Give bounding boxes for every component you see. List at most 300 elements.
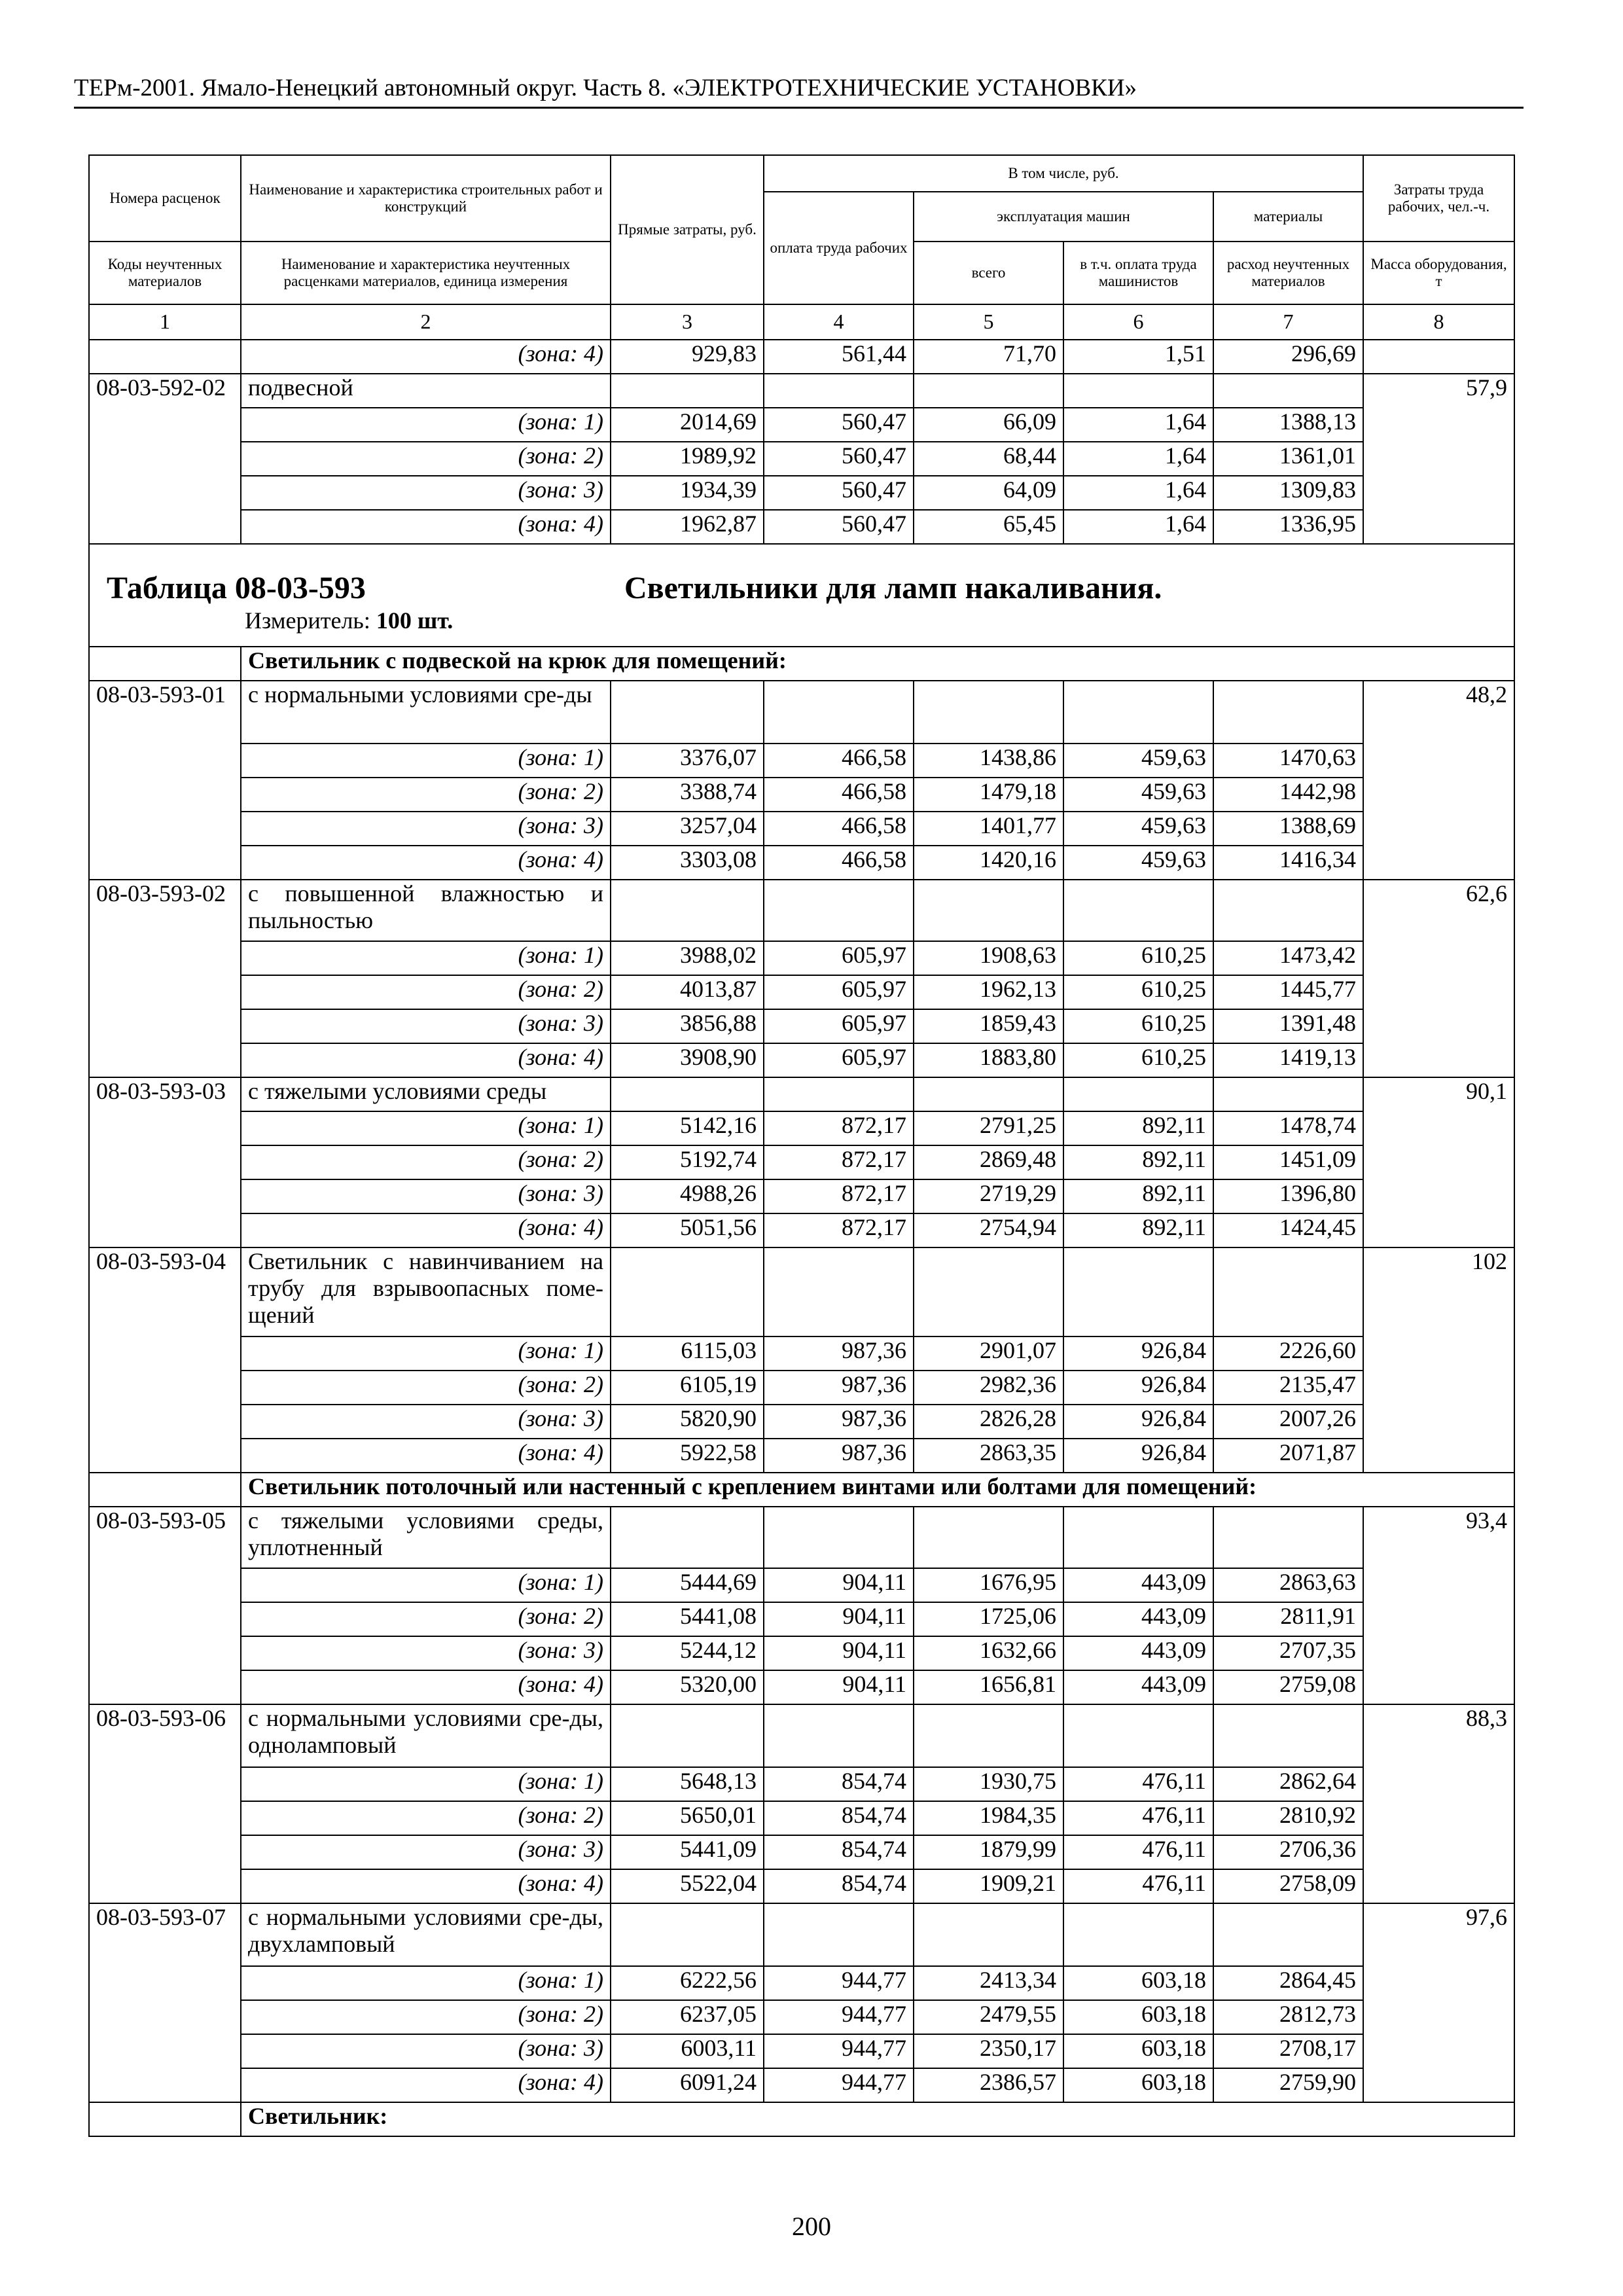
equipment-mass: 62,6: [1363, 880, 1514, 1077]
zone-row: [89, 1602, 1514, 1636]
empty-value-cell: [611, 1507, 764, 1568]
carry-over-row: [89, 340, 1514, 374]
wages-cell: 944,77: [764, 1966, 914, 2000]
machinists-wages-cell: 459,63: [1063, 744, 1213, 778]
rate-row: [89, 880, 1514, 941]
machinists-wages-cell: 1,64: [1063, 476, 1213, 510]
rate-row: [89, 374, 1514, 408]
empty-value-cell: [1213, 1507, 1363, 1568]
zone-row: [89, 1670, 1514, 1704]
machines-total-cell: 68,44: [914, 442, 1063, 476]
wages-cell: 466,58: [764, 846, 914, 880]
zone-label: (зона: 4): [241, 1043, 611, 1077]
zone-row: [89, 1405, 1514, 1439]
zone-row: [89, 812, 1514, 846]
direct-cost-cell: 3388,74: [611, 778, 764, 812]
materials-cell: 1424,45: [1213, 1213, 1363, 1247]
section-row: [89, 647, 1514, 681]
wages-cell: 605,97: [764, 941, 914, 975]
empty-value-cell: [1213, 374, 1363, 408]
materials-cell: 1442,98: [1213, 778, 1363, 812]
zone-label: (зона: 1): [241, 1111, 611, 1145]
zone-row: [89, 1145, 1514, 1179]
machines-total-cell: 1930,75: [914, 1767, 1063, 1801]
wages-cell: 872,17: [764, 1213, 914, 1247]
empty-value-cell: [1213, 681, 1363, 744]
empty-value-cell: [1063, 374, 1213, 408]
zone-row: [89, 1009, 1514, 1043]
zone-label: (зона: 2): [241, 1145, 611, 1179]
machines-total-cell: 1725,06: [914, 1602, 1063, 1636]
materials-cell: 2862,64: [1213, 1767, 1363, 1801]
wages-cell: 944,77: [764, 2068, 914, 2102]
machinists-wages-cell: 1,64: [1063, 408, 1213, 442]
zone-row: [89, 1568, 1514, 1602]
zone-label: (зона: 2): [241, 1602, 611, 1636]
col-number: 5: [914, 304, 1063, 340]
materials-cell: 2226,60: [1213, 1336, 1363, 1371]
table-number: Таблица 08-03-593: [107, 571, 366, 605]
rate-code: 08-03-593-03: [89, 1077, 241, 1247]
empty-value-cell: [764, 1903, 914, 1966]
zone-label: (зона: 2): [241, 2000, 611, 2034]
empty-mass-cell: [1363, 340, 1514, 374]
materials-cell: 1388,13: [1213, 408, 1363, 442]
zone-label: (зона: 3): [241, 812, 611, 846]
empty-value-cell: [764, 374, 914, 408]
col-machinists-header: в т.ч. оплата труда машинистов: [1063, 242, 1213, 304]
col-mass-header: Масса оборудования, т: [1363, 242, 1514, 304]
wages-cell: 872,17: [764, 1179, 914, 1213]
machinists-wages-cell: 459,63: [1063, 812, 1213, 846]
zone-label: (зона: 4): [241, 1439, 611, 1473]
empty-value-cell: [914, 1507, 1063, 1568]
materials-cell: 2811,91: [1213, 1602, 1363, 1636]
equipment-mass: 102: [1363, 1247, 1514, 1473]
col-number: 1: [89, 304, 241, 340]
zone-label: (зона: 3): [241, 2034, 611, 2068]
rate-row: [89, 1507, 1514, 1568]
section-heading: Светильник:: [241, 2102, 1514, 2136]
col-machines-header: эксплуатация машин: [914, 192, 1213, 242]
empty-value-cell: [1213, 1903, 1363, 1966]
zone-label: (зона: 4): [241, 1670, 611, 1704]
materials-cell: 2759,08: [1213, 1670, 1363, 1704]
running-header: ТЕРм-2001. Ямало-Ненецкий автономный округ. Часть 8. «ЭЛЕКТРОТЕХНИЧЕСКИЕ УСТАНОВКИ»: [74, 75, 1137, 101]
zone-row: [89, 1213, 1514, 1247]
col-materials-cons-header: расход неучтенных материалов: [1213, 242, 1363, 304]
materials-cell: 1309,83: [1213, 476, 1363, 510]
wages-cell: 560,47: [764, 408, 914, 442]
empty-value-cell: [914, 681, 1063, 744]
col-mat-codes-header: Коды неучтенных материалов: [89, 242, 241, 304]
direct-cost-cell: 5650,01: [611, 1801, 764, 1835]
direct-cost-cell: 5320,00: [611, 1670, 764, 1704]
rate-row: [89, 1247, 1514, 1336]
zone-label: (зона: 2): [241, 442, 611, 476]
rate-code: 08-03-593-05: [89, 1507, 241, 1704]
section-heading: Светильник с подвеской на крюк для помещений:: [241, 647, 1514, 681]
machinists-wages-cell: 610,25: [1063, 1043, 1213, 1077]
zone-row: [89, 2000, 1514, 2034]
materials-cell: 1391,48: [1213, 1009, 1363, 1043]
rate-row: [89, 1077, 1514, 1111]
empty-value-cell: [1213, 880, 1363, 941]
table-title: Светильники для ламп накаливания.: [624, 571, 1162, 605]
direct-cost-cell: 3376,07: [611, 744, 764, 778]
zone-label: (зона: 3): [241, 1405, 611, 1439]
table-title-line: [107, 571, 1507, 606]
machinists-wages-cell: 926,84: [1063, 1371, 1213, 1405]
materials-cell: 2812,73: [1213, 2000, 1363, 2034]
zone-label: (зона: 1): [241, 408, 611, 442]
direct-cost-cell: 6222,56: [611, 1966, 764, 2000]
machines-total-cell: 2479,55: [914, 2000, 1063, 2034]
direct-cost-cell: 6105,19: [611, 1371, 764, 1405]
zone-row: [89, 1111, 1514, 1145]
wages-cell: 854,74: [764, 1767, 914, 1801]
empty-value-cell: [1213, 1704, 1363, 1767]
wages-cell: 872,17: [764, 1111, 914, 1145]
machinists-wages-cell: 926,84: [1063, 1336, 1213, 1371]
zone-row: [89, 442, 1514, 476]
col-rate-no-header: Номера расценок: [89, 155, 241, 242]
machinists-wages-cell: 443,09: [1063, 1636, 1213, 1670]
rate-row: [89, 1903, 1514, 1966]
wages-cell: 561,44: [764, 340, 914, 374]
empty-value-cell: [611, 1704, 764, 1767]
page-number: 200: [792, 2212, 831, 2241]
zone-label: (зона: 3): [241, 476, 611, 510]
empty-value-cell: [1213, 1077, 1363, 1111]
direct-cost-cell: 3908,90: [611, 1043, 764, 1077]
empty-code-cell: [89, 340, 241, 374]
measure-label: Измеритель:: [245, 607, 376, 634]
zone-label: (зона: 3): [241, 1636, 611, 1670]
machinists-wages-cell: 926,84: [1063, 1405, 1213, 1439]
direct-cost-cell: 5820,90: [611, 1405, 764, 1439]
empty-value-cell: [764, 1077, 914, 1111]
empty-value-cell: [1063, 1903, 1213, 1966]
machinists-wages-cell: 459,63: [1063, 846, 1213, 880]
machinists-wages-cell: 459,63: [1063, 778, 1213, 812]
rate-name: подвесной: [241, 374, 611, 408]
direct-cost-cell: 5192,74: [611, 1145, 764, 1179]
materials-cell: 1388,69: [1213, 812, 1363, 846]
zone-label: (зона: 2): [241, 975, 611, 1009]
materials-cell: 2707,35: [1213, 1636, 1363, 1670]
machines-total-cell: 2826,28: [914, 1405, 1063, 1439]
machinists-wages-cell: 1,64: [1063, 510, 1213, 544]
equipment-mass: 90,1: [1363, 1077, 1514, 1247]
zone-row: [89, 1336, 1514, 1371]
wages-cell: 987,36: [764, 1405, 914, 1439]
empty-code-cell: [89, 647, 241, 681]
rate-code: 08-03-592-02: [89, 374, 241, 544]
col-wages-header: оплата труда рабочих: [764, 192, 914, 304]
materials-cell: 2007,26: [1213, 1405, 1363, 1439]
zone-label: (зона: 1): [241, 744, 611, 778]
machinists-wages-cell: 610,25: [1063, 1009, 1213, 1043]
wages-cell: 987,36: [764, 1336, 914, 1371]
materials-cell: 2708,17: [1213, 2034, 1363, 2068]
direct-cost-cell: 5051,56: [611, 1213, 764, 1247]
materials-cell: 2706,36: [1213, 1835, 1363, 1869]
rate-name: с нормальными условиями сре-ды, двухламповый: [241, 1903, 611, 1966]
col-machines-total-header: всего: [914, 242, 1063, 304]
zone-row: [89, 744, 1514, 778]
col-number: 7: [1213, 304, 1363, 340]
materials-cell: 1473,42: [1213, 941, 1363, 975]
col-incl-header: В том числе, руб.: [764, 155, 1363, 192]
machines-total-cell: 2754,94: [914, 1213, 1063, 1247]
direct-cost-cell: 4013,87: [611, 975, 764, 1009]
wages-cell: 904,11: [764, 1602, 914, 1636]
zone-label: (зона: 4): [241, 846, 611, 880]
materials-cell: 1416,34: [1213, 846, 1363, 880]
zone-label: (зона: 4): [241, 2068, 611, 2102]
wages-cell: 854,74: [764, 1869, 914, 1903]
table-measure: [107, 606, 1507, 635]
direct-cost-cell: 4988,26: [611, 1179, 764, 1213]
wages-cell: 560,47: [764, 510, 914, 544]
equipment-mass: 97,6: [1363, 1903, 1514, 2102]
direct-cost-cell: 3303,08: [611, 846, 764, 880]
zone-label: (зона: 1): [241, 941, 611, 975]
rate-code: 08-03-593-04: [89, 1247, 241, 1473]
zone-label: (зона: 2): [241, 778, 611, 812]
materials-cell: 296,69: [1213, 340, 1363, 374]
rate-name: с нормальными условиями сре-ды, одноламповый: [241, 1704, 611, 1767]
machines-total-cell: 2386,57: [914, 2068, 1063, 2102]
direct-cost-cell: 1962,87: [611, 510, 764, 544]
direct-cost-cell: 5522,04: [611, 1869, 764, 1903]
zone-label: (зона: 3): [241, 1835, 611, 1869]
empty-code-cell: [89, 2102, 241, 2136]
wages-cell: 944,77: [764, 2000, 914, 2034]
rate-code: 08-03-593-01: [89, 681, 241, 880]
machines-total-cell: 1479,18: [914, 778, 1063, 812]
zone-row: [89, 1869, 1514, 1903]
machines-total-cell: 1883,80: [914, 1043, 1063, 1077]
zone-row: [89, 2034, 1514, 2068]
zone-label: (зона: 4): [241, 340, 611, 374]
machines-total-cell: 2869,48: [914, 1145, 1063, 1179]
wages-cell: 904,11: [764, 1636, 914, 1670]
direct-cost-cell: 5142,16: [611, 1111, 764, 1145]
empty-value-cell: [764, 1507, 914, 1568]
rate-code: 08-03-593-06: [89, 1704, 241, 1903]
zone-label: (зона: 4): [241, 1869, 611, 1903]
section-row-last: [89, 2102, 1514, 2136]
rates-table: [88, 154, 1515, 2137]
machines-total-cell: 1632,66: [914, 1636, 1063, 1670]
materials-cell: 1336,95: [1213, 510, 1363, 544]
direct-cost-cell: 3856,88: [611, 1009, 764, 1043]
wages-cell: 605,97: [764, 1009, 914, 1043]
empty-value-cell: [914, 374, 1063, 408]
direct-cost-cell: 929,83: [611, 340, 764, 374]
zone-row: [89, 846, 1514, 880]
machines-total-cell: 1676,95: [914, 1568, 1063, 1602]
zone-row: [89, 1966, 1514, 2000]
direct-cost-cell: 5441,08: [611, 1602, 764, 1636]
machinists-wages-cell: 476,11: [1063, 1869, 1213, 1903]
equipment-mass: 48,2: [1363, 681, 1514, 880]
machines-total-cell: 1438,86: [914, 744, 1063, 778]
rate-row: [89, 1704, 1514, 1767]
wages-cell: 560,47: [764, 476, 914, 510]
wages-cell: 854,74: [764, 1801, 914, 1835]
empty-value-cell: [1063, 1704, 1213, 1767]
wages-cell: 987,36: [764, 1439, 914, 1473]
header-row-1: [89, 155, 1514, 192]
machinists-wages-cell: 603,18: [1063, 2068, 1213, 2102]
machines-total-cell: 66,09: [914, 408, 1063, 442]
zone-row: [89, 778, 1514, 812]
equipment-mass: 93,4: [1363, 1507, 1514, 1704]
direct-cost-cell: 5444,69: [611, 1568, 764, 1602]
empty-value-cell: [611, 374, 764, 408]
machines-total-cell: 1909,21: [914, 1869, 1063, 1903]
empty-value-cell: [1063, 880, 1213, 941]
zone-row: [89, 1835, 1514, 1869]
materials-cell: 1419,13: [1213, 1043, 1363, 1077]
zone-row: [89, 476, 1514, 510]
materials-cell: 2759,90: [1213, 2068, 1363, 2102]
table-title-row: [89, 544, 1514, 647]
rate-name: с тяжелыми условиями среды, уплотненный: [241, 1507, 611, 1568]
empty-value-cell: [914, 880, 1063, 941]
empty-value-cell: [914, 1247, 1063, 1336]
machines-total-cell: 2350,17: [914, 2034, 1063, 2068]
machines-total-cell: 1908,63: [914, 941, 1063, 975]
empty-value-cell: [764, 1247, 914, 1336]
empty-value-cell: [611, 1903, 764, 1966]
zone-label: (зона: 1): [241, 1336, 611, 1371]
zone-row: [89, 1439, 1514, 1473]
direct-cost-cell: 6091,24: [611, 2068, 764, 2102]
section-row: [89, 1473, 1514, 1507]
wages-cell: 904,11: [764, 1568, 914, 1602]
zone-row: [89, 1636, 1514, 1670]
direct-cost-cell: 5244,12: [611, 1636, 764, 1670]
direct-cost-cell: 6003,11: [611, 2034, 764, 2068]
materials-cell: 2810,92: [1213, 1801, 1363, 1835]
machines-total-cell: 1879,99: [914, 1835, 1063, 1869]
zone-label: (зона: 2): [241, 1801, 611, 1835]
zone-row: [89, 1801, 1514, 1835]
machinists-wages-cell: 1,64: [1063, 442, 1213, 476]
header-rule: [74, 107, 1524, 109]
wages-cell: 466,58: [764, 812, 914, 846]
section-heading: Светильник потолочный или настенный с креплением винтами или болтами для помещений:: [241, 1473, 1514, 1507]
col-materials-header: материалы: [1213, 192, 1363, 242]
wages-cell: 987,36: [764, 1371, 914, 1405]
zone-row: [89, 1179, 1514, 1213]
materials-cell: 2758,09: [1213, 1869, 1363, 1903]
machines-total-cell: 1420,16: [914, 846, 1063, 880]
zone-label: (зона: 4): [241, 510, 611, 544]
zone-row: [89, 1371, 1514, 1405]
direct-cost-cell: 5441,09: [611, 1835, 764, 1869]
direct-cost-cell: 2014,69: [611, 408, 764, 442]
machinists-wages-cell: 892,11: [1063, 1145, 1213, 1179]
rate-name: с повышенной влажностью и пыльностью: [241, 880, 611, 941]
rates-table-wrapper: [88, 154, 1514, 2137]
col-number: 2: [241, 304, 611, 340]
col-number: 4: [764, 304, 914, 340]
machines-total-cell: 1656,81: [914, 1670, 1063, 1704]
zone-label: (зона: 2): [241, 1371, 611, 1405]
direct-cost-cell: 1989,92: [611, 442, 764, 476]
machines-total-cell: 1962,13: [914, 975, 1063, 1009]
rate-name: Светильник с навинчиванием на трубу для взрывоопасных поме-щений: [241, 1247, 611, 1336]
wages-cell: 466,58: [764, 744, 914, 778]
measure-value: 100 шт.: [376, 607, 454, 634]
wages-cell: 872,17: [764, 1145, 914, 1179]
empty-value-cell: [1063, 1247, 1213, 1336]
empty-value-cell: [764, 1704, 914, 1767]
machinists-wages-cell: 443,09: [1063, 1602, 1213, 1636]
empty-value-cell: [611, 880, 764, 941]
machinists-wages-cell: 603,18: [1063, 1966, 1213, 2000]
wages-cell: 605,97: [764, 975, 914, 1009]
zone-row: [89, 510, 1514, 544]
machinists-wages-cell: 476,11: [1063, 1835, 1213, 1869]
empty-code-cell: [89, 1473, 241, 1507]
empty-value-cell: [1063, 1507, 1213, 1568]
machines-total-cell: 1984,35: [914, 1801, 1063, 1835]
machinists-wages-cell: 603,18: [1063, 2034, 1213, 2068]
machinists-wages-cell: 603,18: [1063, 2000, 1213, 2034]
materials-cell: 2864,45: [1213, 1966, 1363, 2000]
col-number: 6: [1063, 304, 1213, 340]
direct-cost-cell: 5648,13: [611, 1767, 764, 1801]
machines-total-cell: 1401,77: [914, 812, 1063, 846]
machinists-wages-cell: 443,09: [1063, 1568, 1213, 1602]
empty-value-cell: [914, 1077, 1063, 1111]
wages-cell: 466,58: [764, 778, 914, 812]
empty-value-cell: [611, 681, 764, 744]
machines-total-cell: 2791,25: [914, 1111, 1063, 1145]
direct-cost-cell: 6115,03: [611, 1336, 764, 1371]
machines-total-cell: 2901,07: [914, 1336, 1063, 1371]
empty-value-cell: [1063, 681, 1213, 744]
zone-label: (зона: 3): [241, 1179, 611, 1213]
wages-cell: 944,77: [764, 2034, 914, 2068]
wages-cell: 605,97: [764, 1043, 914, 1077]
rate-row: [89, 681, 1514, 744]
machines-total-cell: 2413,34: [914, 1966, 1063, 2000]
machinists-wages-cell: 892,11: [1063, 1213, 1213, 1247]
direct-cost-cell: 6237,05: [611, 2000, 764, 2034]
machinists-wages-cell: 610,25: [1063, 941, 1213, 975]
col-mat-names-header: Наименование и характеристика неучтенных расценками материалов, единица измерения: [241, 242, 611, 304]
empty-value-cell: [1213, 1247, 1363, 1336]
empty-value-cell: [914, 1903, 1063, 1966]
zone-row: [89, 408, 1514, 442]
empty-value-cell: [611, 1247, 764, 1336]
col-direct-header: Прямые затраты, руб.: [611, 155, 764, 304]
zone-label: (зона: 1): [241, 1568, 611, 1602]
materials-cell: 1445,77: [1213, 975, 1363, 1009]
col-work-name-header: Наименование и характеристика строительных работ и конструкций: [241, 155, 611, 242]
equipment-mass: 57,9: [1363, 374, 1514, 544]
materials-cell: 2135,47: [1213, 1371, 1363, 1405]
wages-cell: 904,11: [764, 1670, 914, 1704]
zone-label: (зона: 4): [241, 1213, 611, 1247]
